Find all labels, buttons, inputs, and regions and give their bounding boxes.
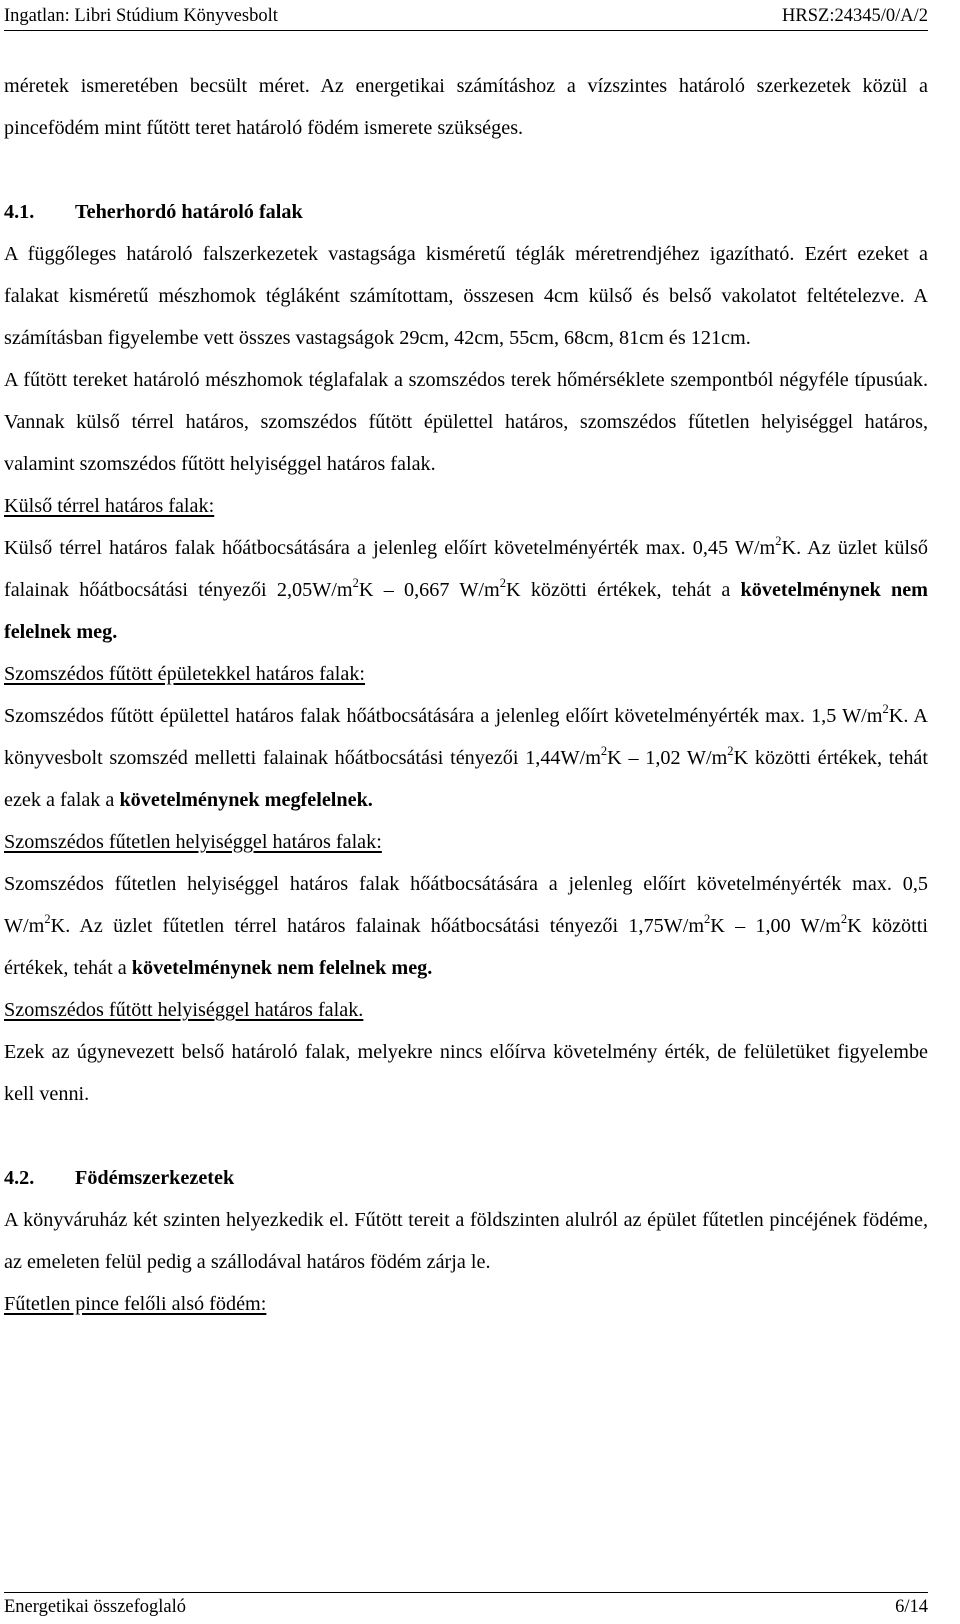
heated-building-walls-paragraph: Szomszédos fűtött épülettel határos falak hőátbocsátására a jelenleg előírt követelményérték max. 1,5 $W/m^2K$. A könyvesbolt szomszéd melletti falainak hőátbocsátási tényezői $1,44W/m^2K - 1,02$ $W/m^2K$ közötti értékek, tehát ezek a falak a követelménynek megfelelnek.: [4, 701, 928, 811]
subheading-unheated-room-walls: Szomszédos fűtetlen helyiséggel határos falak:: [4, 831, 382, 853]
unheated-room-walls-paragraph: Szomszédos fűtetlen helyiséggel határos falak hőátbocsátására a jelenleg előírt követelményérték max. 0,5 $W/m^2K$. Az üzlet fűtetlen térrel határos falainak hőátbocsátási tényezői $1,75W/m^2K - 1,00$ $W/m^2K$ közötti értékek, tehát a követelménynek nem felelnek meg.: [4, 873, 928, 979]
header-parcel-number: HRSZ:24345/0/A/2: [782, 6, 928, 26]
conclusion-text: követelménynek megfelelnek.: [119, 789, 373, 811]
page-body: [4, 65, 928, 1325]
walls-paragraph: A függőleges határoló falszerkezetek vastagsága kisméretű téglák méretrendjéhez igazítható. Ezért ezeket a falakat kisméretű mészhomok tégláként számítottam, összesen 4cm külső és belső vakolatot feltételezve. A számításban figyelembe vett összes vastagságok 29cm, 42cm, 55cm, 68cm, 81cm és 121cm.: [4, 243, 928, 349]
page-footer: [4, 1597, 928, 1617]
intro-paragraph: méretek ismeretében becsült méret. Az energetikai számításhoz a vízszintes határoló szerkezetek közül a pincefödém mint fűtött teret határoló födém ismerete szükséges.: [4, 75, 928, 139]
page-number: 6/14: [895, 1597, 928, 1617]
header-title: Ingatlan: Libri Stúdium Könyvesbolt: [4, 6, 278, 26]
section-title: Teherhordó határoló falak: [75, 201, 303, 223]
subheading-basement-floor: Fűtetlen pince felőli alsó födém:: [4, 1293, 267, 1315]
section-number: 4.2.: [4, 1167, 35, 1189]
section-number: 4.1.: [4, 201, 35, 223]
section-heading-4-1: [4, 191, 928, 233]
external-walls-paragraph: Külső térrel határos falak hőátbocsátására a jelenleg előírt követelményérték max. 0,45 $W/m^2K$. Az üzlet külső falainak hőátbocsátási tényezői $2,05W/m^2K - 0,667$ $W/m^2K$ közötti értékek, tehát a követelménynek nem felelnek meg.: [4, 533, 928, 643]
header-divider: [4, 30, 928, 31]
heated-room-walls-paragraph: Ezek az úgynevezett belső határoló falak, melyekre nincs előírva követelmény érték, de felületüket figyelembe kell venni.: [4, 1041, 928, 1105]
footer-divider: [4, 1592, 928, 1593]
page-header: [4, 6, 928, 26]
section-title: Födémszerkezetek: [75, 1167, 235, 1189]
wall-types-paragraph: A fűtött tereket határoló mészhomok téglafalak a szomszédos terek hőmérséklete szempontból négyféle típusúak. Vannak külső térrel határos, szomszédos fűtött épülettel határos, szomszédos fűtetlen helyiséggel határos, valamint szomszédos fűtött helyiséggel határos falak.: [4, 369, 928, 475]
floor-structure-paragraph: A könyváruház két szinten helyezkedik el. Fűtött tereit a földszinten alulról az épület fűtetlen pincéjének födéme, az emeleten felül pedig a szállodával határos födém zárja le.: [4, 1209, 928, 1273]
conclusion-text: követelménynek nem felelnek meg.: [4, 579, 928, 643]
conclusion-text: követelménynek nem felelnek meg.: [131, 957, 433, 979]
spacer: [4, 1115, 928, 1157]
subheading-external-walls: Külső térrel határos falak:: [4, 495, 215, 517]
footer-title: Energetikai összefoglaló: [4, 1597, 187, 1617]
section-heading-4-2: [4, 1157, 928, 1199]
subheading-heated-room-walls: Szomszédos fűtött helyiséggel határos falak.: [4, 999, 364, 1021]
subheading-heated-building-walls: Szomszédos fűtött épületekkel határos falak:: [4, 663, 366, 685]
spacer: [4, 149, 928, 191]
